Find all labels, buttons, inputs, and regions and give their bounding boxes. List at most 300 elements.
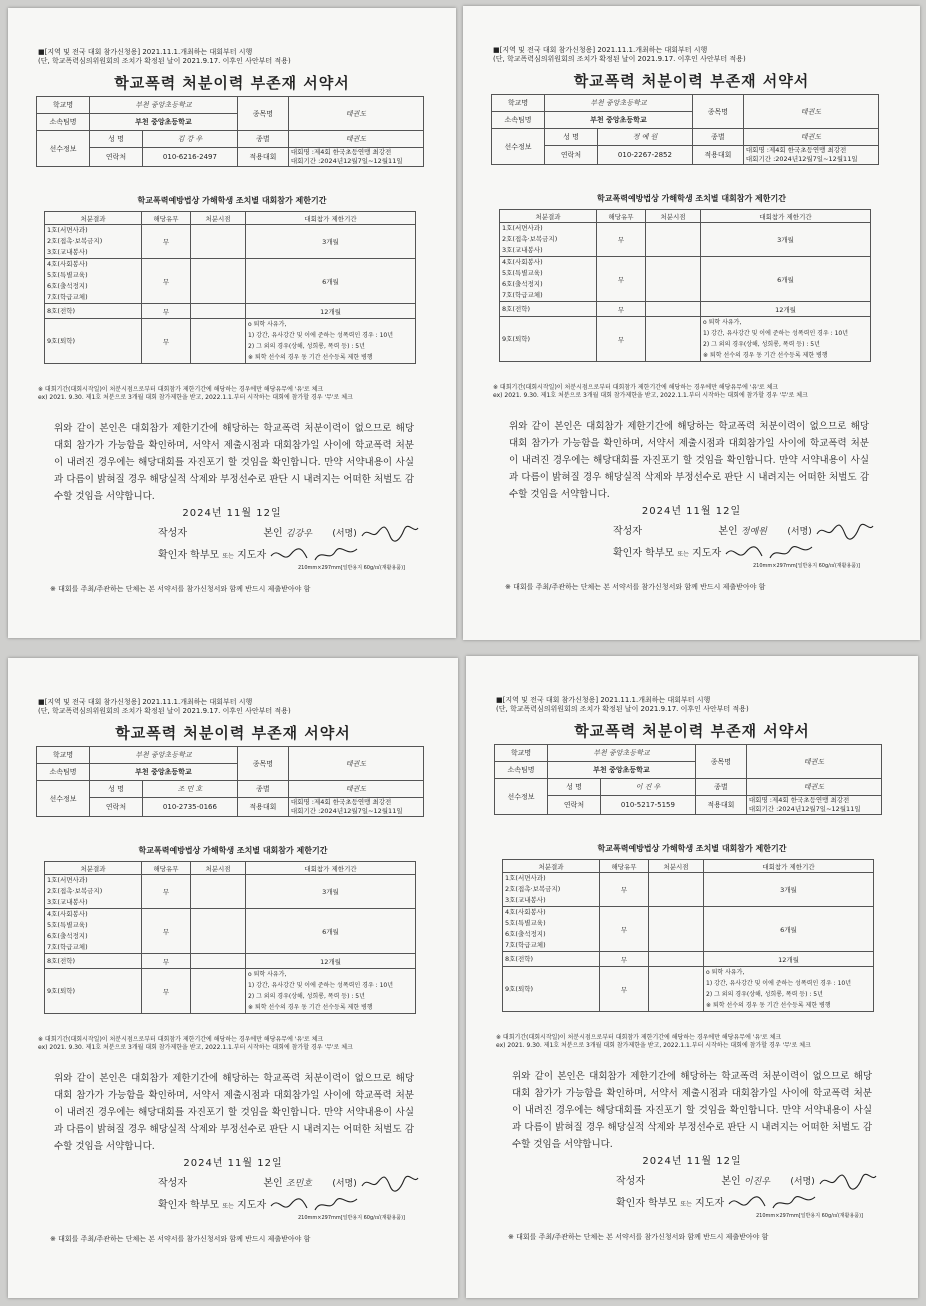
result-item: 1호(서면사과) — [505, 874, 546, 882]
pledge-date: 2024년 11월 12일 — [183, 1158, 283, 1169]
self-signature-name: 이진우 — [743, 1177, 770, 1187]
sanction-row-2 — [45, 909, 416, 954]
col-header-flag: 해당유무 — [142, 862, 191, 875]
period-line: 1) 강간, 유사강간 및 이에 준하는 성폭력인 경우 : 10년 — [703, 330, 849, 337]
sanction-row-3 — [45, 304, 416, 319]
competition-name: 대회명 :제4회 한국초등연맹 최강전 — [290, 798, 392, 806]
document-title: 학교폭력 처분이력 부존재 서약서 — [115, 724, 351, 742]
col-header-time: 처분시점 — [646, 210, 701, 223]
confirmer-line — [616, 1194, 817, 1212]
form-header — [38, 698, 291, 716]
info-table — [494, 744, 882, 815]
period-cell — [246, 319, 416, 364]
header-line-1: ■[지역 및 전국 대회 참가신청용] 2021.11.1.개최하는 대회부터 시행 — [496, 696, 711, 704]
info-table — [36, 746, 424, 817]
sanction-row-2 — [500, 257, 871, 302]
self-signature-name: 정예원 — [740, 527, 767, 537]
result-item: 1호(서면사과) — [47, 226, 88, 234]
pledge-text: 위와 같이 본인은 대회참가 제한기간에 해당하는 학교폭력 처분이력이 없으므로 해당 대회 참가가 가능함을 확인하며, 서약서 제출시점과 대회참가일 사이에 학교폭력 처분이 내려진 경우에는 해당대회를 자진포기 할 것임을 확인합니다. 만약 서약내용이 사실과 다름이 밝혀질 경우 해당실적 삭제와 부정선수로 판단 시 내려지는 어떠한 처벌도 감수할 것임을 서약합니다. — [512, 1071, 872, 1150]
result-cell — [503, 907, 600, 952]
period-line: ※ 퇴학 선수의 경우 동 기간 선수등록 제한 병행 — [248, 1004, 373, 1011]
team-label: 소속팀명 — [492, 112, 545, 129]
header-line-2: (단, 학교폭력심의위원회의 조치가 확정된 날이 2021.9.17. 이후인 사안부터 적용) — [38, 57, 291, 65]
result-item: 7호(학급교체) — [502, 291, 543, 299]
contact-label: 연락처 — [548, 796, 601, 815]
sanction-subtitle: 학교폭력예방법상 가해학생 조치별 대회참가 제한기간 — [138, 846, 328, 855]
name-value: 김 강 우 — [143, 131, 238, 148]
time-cell — [191, 954, 246, 969]
confirmer-label: 확인자 — [616, 1198, 645, 1209]
period-line: 2) 그 외의 경우(상해, 성희롱, 폭력 등) : 5년 — [703, 341, 820, 348]
self-label: 본인 — [263, 528, 283, 539]
header-line-1: ■[지역 및 전국 대회 참가신청용] 2021.11.1.개최하는 대회부터 시행 — [493, 46, 708, 54]
result-cell — [45, 259, 142, 304]
period-line: 1) 강간, 유사강간 및 이에 준하는 성폭력인 경우 : 10년 — [248, 982, 394, 989]
event-label: 종목명 — [237, 97, 288, 131]
sanction-row-3 — [503, 952, 874, 967]
time-cell — [649, 873, 704, 907]
footer-note: ※ 대회를 주최/주관하는 단체는 본 서약서를 참가신청서와 함께 반드시 제출받아야 함 — [508, 1233, 769, 1241]
sanction-row-2 — [45, 259, 416, 304]
flag-cell: 무 — [597, 257, 646, 302]
sanction-table — [499, 209, 871, 362]
result-cell — [45, 875, 142, 909]
competition-name: 대회명 :제4회 한국초등연맹 최강전 — [290, 148, 392, 156]
time-cell — [646, 317, 701, 362]
coach-signature-icon — [724, 544, 814, 562]
writer-label: 작성자 — [613, 526, 642, 537]
player-info-label: 선수정보 — [37, 131, 90, 167]
competition-cell — [288, 148, 423, 167]
confirmer-line — [158, 546, 359, 564]
sanction-table — [44, 211, 416, 364]
result-item: 4호(사회봉사) — [505, 908, 546, 916]
time-cell — [191, 875, 246, 909]
pledge-text: 위와 같이 본인은 대회참가 제한기간에 해당하는 학교폭력 처분이력이 없으므로 해당 대회 참가가 가능함을 확인하며, 서약서 제출시점과 대회참가일 사이에 학교폭력 처분이 내려진 경우에는 해당대회를 자진포기 할 것임을 확인합니다. 만약 서약내용이 사실과 다름이 밝혀질 경우 해당실적 삭제와 부정선수로 판단 시 내려지는 어떠한 처벌도 감수할 것임을 서약합니다. — [54, 423, 414, 502]
event-value: 태권도 — [746, 745, 881, 779]
period-line: 2) 그 외의 경우(상해, 성희롱, 폭력 등) : 5년 — [248, 993, 365, 1000]
sign-mark: (서명) — [332, 529, 357, 539]
flag-cell: 무 — [600, 873, 649, 907]
paper-size-note: 210mm×297mm[일반용지 60g/㎡(재활용품)] — [298, 565, 406, 571]
name-label: 성 명 — [548, 779, 601, 796]
col-header-time: 처분시점 — [649, 860, 704, 873]
period-line: 2) 그 외의 경우(상해, 성희롱, 폭력 등) : 5년 — [248, 343, 365, 350]
flag-cell: 무 — [142, 225, 191, 259]
col-header-result: 처분결과 — [503, 860, 600, 873]
footer-note: ※ 대회를 주최/주관하는 단체는 본 서약서를 참가신청서와 함께 반드시 제출받아야 함 — [50, 1235, 311, 1243]
sanction-row-4 — [500, 317, 871, 362]
sanction-table — [502, 859, 874, 1012]
name-label: 성 명 — [90, 131, 143, 148]
period-cell: 6개월 — [701, 257, 871, 302]
sanction-subtitle: 학교폭력예방법상 가해학생 조치별 대회참가 제한기간 — [597, 844, 787, 853]
guardian-label: 학부모 — [648, 1198, 678, 1209]
school-label: 학교명 — [495, 745, 548, 762]
pledge-sheet-1 — [8, 8, 456, 638]
note-line: ex) 2021. 9.30. 제1호 처분으로 3개월 대회 참가제한을 받고, 2022.1.1.부터 시작하는 대회에 참가할 경우 '무'로 체크 — [493, 392, 808, 399]
event-label: 종목명 — [237, 747, 288, 781]
result-item: 4호(사회봉사) — [47, 260, 88, 268]
result-cell — [500, 223, 597, 257]
period-cell: 3개월 — [704, 873, 874, 907]
period-cell — [704, 967, 874, 1012]
applied-comp-label: 적용대회 — [237, 798, 288, 817]
flag-cell: 무 — [600, 907, 649, 952]
result-item: 8호(전학) — [502, 304, 531, 313]
pledge-sheet-3 — [8, 658, 458, 1298]
contact-value: 010-2735-0166 — [143, 798, 238, 817]
col-header-period: 대회참가 제한기간 — [246, 862, 416, 875]
period-line: ※ 퇴학 선수의 경우 동 기간 선수등록 제한 병행 — [703, 352, 828, 359]
sanction-subtitle: 학교폭력예방법상 가해학생 조치별 대회참가 제한기간 — [597, 194, 786, 203]
pledge-text: 위와 같이 본인은 대회참가 제한기간에 해당하는 학교폭력 처분이력이 없으므로 해당 대회 참가가 가능함을 확인하며, 서약서 제출시점과 대회참가일 사이에 학교폭력 처분이 내려진 경우에는 해당대회를 자진포기 할 것임을 확인합니다. 만약 서약내용이 사실과 다름이 밝혀질 경우 해당실적 삭제와 부정선수로 판단 시 내려지는 어떠한 처벌도 감수할 것임을 서약합니다. — [54, 1073, 414, 1152]
result-item: 5호(특별교육) — [502, 269, 543, 277]
result-item: 5호(특별교육) — [505, 919, 546, 927]
period-cell: 3개월 — [246, 225, 416, 259]
applied-comp-label: 적용대회 — [237, 148, 288, 167]
result-cell — [45, 909, 142, 954]
period-cell — [701, 317, 871, 362]
flag-cell: 무 — [142, 969, 191, 1014]
applied-comp-label: 적용대회 — [695, 796, 746, 815]
sanction-row-2 — [503, 907, 874, 952]
applied-comp-label: 적용대회 — [692, 146, 743, 165]
competition-period: 대회기간 :2024년12월7일~12월11일 — [290, 807, 403, 815]
self-label: 본인 — [263, 1178, 283, 1189]
document-title: 학교폭력 처분이력 부존재 서약서 — [114, 74, 350, 92]
result-item: 9호(퇴학) — [47, 986, 76, 995]
result-cell — [503, 967, 600, 1012]
period-cell: 12개월 — [704, 952, 874, 967]
col-header-result: 처분결과 — [45, 212, 142, 225]
coach-label: 지도자 — [695, 1198, 725, 1209]
col-header-flag: 해당유무 — [597, 210, 646, 223]
contact-label: 연락처 — [545, 146, 598, 165]
school-label: 학교명 — [492, 95, 545, 112]
coach-label: 지도자 — [692, 548, 722, 559]
form-header — [493, 46, 746, 64]
time-cell — [649, 907, 704, 952]
result-cell — [500, 302, 597, 317]
flag-cell: 무 — [600, 967, 649, 1012]
event-label: 종목명 — [695, 745, 746, 779]
document-title: 학교폭력 처분이력 부존재 서약서 — [573, 72, 810, 90]
time-cell — [649, 967, 704, 1012]
info-table — [491, 94, 879, 165]
team-label: 소속팀명 — [37, 764, 90, 781]
time-cell — [191, 225, 246, 259]
flag-cell: 무 — [142, 259, 191, 304]
self-signature-name: 김강우 — [285, 529, 312, 539]
category-value: 태권도 — [743, 129, 878, 146]
col-header-flag: 해당유무 — [142, 212, 191, 225]
paper-size-note: 210mm×297mm[일반용지 60g/㎡(재활용품)] — [753, 563, 861, 569]
period-line: ※ 퇴학 선수의 경우 동 기간 선수등록 제한 병행 — [706, 1002, 831, 1009]
category-label: 종별 — [237, 131, 288, 148]
pledge-text: 위와 같이 본인은 대회참가 제한기간에 해당하는 학교폭력 처분이력이 없으므로 해당 대회 참가가 가능함을 확인하며, 서약서 제출시점과 대회참가일 사이에 학교폭력 처분이 내려진 경우에는 해당대회를 자진포기 할 것임을 확인합니다. 만약 서약내용이 사실과 다름이 밝혀질 경우 해당실적 삭제와 부정선수로 판단 시 내려지는 어떠한 처벌도 감수할 것임을 서약합니다. — [509, 421, 869, 500]
competition-name: 대회명 :제4회 한국초등연맹 최강전 — [748, 796, 850, 804]
signature-scribble-icon — [360, 1174, 420, 1192]
competition-cell — [288, 798, 423, 817]
col-header-period: 대회참가 제한기간 — [246, 212, 416, 225]
paper-size-note: 210mm×297mm[일반용지 60g/㎡(재활용품)] — [756, 1213, 864, 1219]
period-cell: 12개월 — [246, 954, 416, 969]
contact-label: 연락처 — [90, 148, 143, 167]
writer-label: 작성자 — [158, 528, 187, 539]
team-label: 소속팀명 — [37, 114, 90, 131]
result-item: 7호(학급교체) — [47, 293, 88, 301]
period-line: 1) 강간, 유사강간 및 이에 준하는 성폭력인 경우 : 10년 — [706, 980, 852, 987]
period-cell: 3개월 — [246, 875, 416, 909]
or-label: 또는 — [222, 1203, 234, 1210]
sanction-row-1 — [45, 875, 416, 909]
period-line: o 퇴학 사유가, — [248, 321, 287, 328]
school-value: 부천 중앙초등학교 — [545, 95, 693, 112]
writer-label: 작성자 — [616, 1176, 645, 1187]
result-item: 3호(교내봉사) — [505, 896, 546, 904]
flag-cell: 무 — [597, 223, 646, 257]
time-cell — [191, 909, 246, 954]
name-value: 이 진 우 — [601, 779, 696, 796]
period-cell: 6개월 — [246, 909, 416, 954]
result-item: 2호(접촉·보복금지) — [47, 887, 103, 895]
category-value: 태권도 — [288, 131, 423, 148]
period-cell: 12개월 — [701, 302, 871, 317]
event-value: 태권도 — [288, 747, 423, 781]
name-value: 정 예 원 — [598, 129, 693, 146]
school-label: 학교명 — [37, 747, 90, 764]
team-value: 부천 중앙초등학교 — [548, 762, 696, 779]
sanction-row-3 — [500, 302, 871, 317]
sanction-row-4 — [45, 319, 416, 364]
pledge-date: 2024년 11월 12일 — [641, 506, 742, 517]
result-cell — [45, 225, 142, 259]
event-value: 태권도 — [743, 95, 878, 129]
confirmer-label: 확인자 — [158, 550, 187, 561]
competition-period: 대회기간 :2024년12월7일~12월11일 — [290, 157, 403, 165]
time-cell — [191, 304, 246, 319]
time-cell — [649, 952, 704, 967]
category-label: 종별 — [692, 129, 743, 146]
period-cell: 6개월 — [704, 907, 874, 952]
time-cell — [191, 319, 246, 364]
guardian-label: 학부모 — [190, 550, 220, 561]
note-line: ※ 대회기간(대회시작일)이 처분시점으로부터 대회참가 제한기간에 해당하는 경우에만 해당유무에 '유'로 체크 — [38, 1036, 324, 1043]
category-value: 태권도 — [288, 781, 423, 798]
sanction-subtitle: 학교폭력예방법상 가해학생 조치별 대회참가 제한기간 — [137, 196, 327, 205]
sanction-row-3 — [45, 954, 416, 969]
header-line-2: (단, 학교폭력심의위원회의 조치가 확정된 날이 2021.9.17. 이후인 사안부터 적용) — [38, 707, 291, 715]
result-item: 6호(출석정지) — [47, 282, 88, 290]
sanction-row-4 — [45, 969, 416, 1014]
result-item: 3호(교내봉사) — [47, 248, 88, 256]
result-item: 2호(접촉·보복금지) — [47, 237, 103, 245]
col-header-time: 처분시점 — [191, 862, 246, 875]
time-cell — [191, 259, 246, 304]
result-cell — [503, 873, 600, 907]
period-line: o 퇴학 사유가, — [248, 971, 287, 978]
pledge-sheet-2 — [463, 6, 920, 640]
sanction-table — [44, 861, 416, 1014]
competition-period: 대회기간 :2024년12월7일~12월11일 — [745, 155, 858, 163]
result-item: 9호(퇴학) — [47, 336, 76, 345]
result-item: 2호(접촉·보복금지) — [505, 885, 561, 893]
confirmer-label: 확인자 — [158, 1200, 187, 1211]
period-cell: 6개월 — [246, 259, 416, 304]
writer-line — [616, 1172, 878, 1190]
competition-cell — [743, 146, 878, 165]
flag-cell: 무 — [142, 875, 191, 909]
contact-value: 010-5217-5159 — [601, 796, 696, 815]
signature-scribble-icon — [815, 522, 875, 540]
result-item: 5호(특별교육) — [47, 921, 88, 929]
writer-line — [613, 522, 875, 540]
contact-value: 010-2267-2852 — [598, 146, 693, 165]
name-label: 성 명 — [545, 129, 598, 146]
pledge-date: 2024년 11월 12일 — [182, 508, 282, 519]
time-cell — [646, 257, 701, 302]
sanction-row-1 — [503, 873, 874, 907]
time-cell — [646, 302, 701, 317]
category-value: 태권도 — [746, 779, 881, 796]
contact-value: 010-6216-2497 — [143, 148, 238, 167]
col-header-period: 대회참가 제한기간 — [704, 860, 874, 873]
info-table — [36, 96, 424, 167]
flag-cell: 무 — [142, 954, 191, 969]
result-item: 3호(교내봉사) — [47, 898, 88, 906]
writer-label: 작성자 — [158, 1178, 187, 1189]
result-item: 3호(교내봉사) — [502, 246, 543, 254]
document-title: 학교폭력 처분이력 부존재 서약서 — [574, 722, 810, 740]
result-cell — [45, 304, 142, 319]
paper-size-note: 210mm×297mm[일반용지 60g/㎡(재활용품)] — [298, 1215, 406, 1221]
result-cell — [45, 319, 142, 364]
signature-scribble-icon — [360, 524, 420, 542]
header-line-1: ■[지역 및 전국 대회 참가신청용] 2021.11.1.개최하는 대회부터 시행 — [38, 48, 253, 56]
coach-signature-icon — [727, 1194, 817, 1212]
sanction-row-1 — [500, 223, 871, 257]
header-line-2: (단, 학교폭력심의위원회의 조치가 확정된 날이 2021.9.17. 이후인 사안부터 적용) — [493, 55, 746, 63]
confirmer-line — [613, 544, 814, 562]
footer-note: ※ 대회를 주최/주관하는 단체는 본 서약서를 참가신청서와 함께 반드시 제출받아야 함 — [50, 585, 311, 593]
self-signature-name: 조민호 — [285, 1179, 312, 1189]
writer-line — [158, 524, 420, 542]
form-header — [38, 48, 291, 66]
note-line: ex) 2021. 9.30. 제1호 처분으로 3개월 대회 참가제한을 받고, 2022.1.1.부터 시작하는 대회에 참가할 경우 '무'로 체크 — [38, 1044, 353, 1051]
time-cell — [646, 223, 701, 257]
result-item: 6호(출석정지) — [502, 280, 543, 288]
team-label: 소속팀명 — [495, 762, 548, 779]
coach-signature-icon — [269, 1196, 359, 1214]
contact-label: 연락처 — [90, 798, 143, 817]
team-value: 부천 중앙초등학교 — [90, 764, 238, 781]
result-cell — [500, 317, 597, 362]
guardian-label: 학부모 — [190, 1200, 220, 1211]
form-header — [496, 696, 749, 714]
result-cell — [503, 952, 600, 967]
result-item: 8호(전학) — [47, 956, 76, 965]
result-item: 1호(서면사과) — [502, 224, 543, 232]
result-item: 8호(전학) — [505, 954, 534, 963]
sanction-row-1 — [45, 225, 416, 259]
result-item: 6호(출석정지) — [47, 932, 88, 940]
school-value: 부천 중앙초등학교 — [90, 97, 238, 114]
note-line: ※ 대회기간(대회시작일)이 처분시점으로부터 대회참가 제한기간에 해당하는 경우에만 해당유무에 '유'로 체크 — [38, 386, 324, 393]
school-label: 학교명 — [37, 97, 90, 114]
period-cell: 3개월 — [701, 223, 871, 257]
flag-cell: 무 — [597, 317, 646, 362]
sanction-row-4 — [503, 967, 874, 1012]
event-value: 태권도 — [288, 97, 423, 131]
confirmer-line — [158, 1196, 359, 1214]
result-item: 9호(퇴학) — [505, 984, 534, 993]
note — [493, 384, 883, 400]
pledge-sheet-4 — [466, 656, 918, 1298]
competition-name: 대회명 :제4회 한국초등연맹 최강전 — [745, 146, 847, 154]
footer-note: ※ 대회를 주최/주관하는 단체는 본 서약서를 참가신청서와 함께 반드시 제출받아야 함 — [505, 583, 766, 591]
competition-cell — [746, 796, 881, 815]
period-line: 1) 강간, 유사강간 및 이에 준하는 성폭력인 경우 : 10년 — [248, 332, 394, 339]
header-line-1: ■[지역 및 전국 대회 참가신청용] 2021.11.1.개최하는 대회부터 시행 — [38, 698, 253, 706]
school-value: 부천 중앙초등학교 — [548, 745, 696, 762]
col-header-flag: 해당유무 — [600, 860, 649, 873]
result-item: 4호(사회봉사) — [502, 258, 543, 266]
team-value: 부천 중앙초등학교 — [90, 114, 238, 131]
sign-mark: (서명) — [790, 1177, 815, 1187]
pledge-date: 2024년 11월 12일 — [642, 1156, 742, 1167]
time-cell — [191, 969, 246, 1014]
period-line: o 퇴학 사유가, — [703, 319, 742, 326]
self-label: 본인 — [718, 526, 738, 537]
flag-cell: 무 — [600, 952, 649, 967]
flag-cell: 무 — [142, 304, 191, 319]
team-value: 부천 중앙초등학교 — [545, 112, 693, 129]
school-value: 부천 중앙초등학교 — [90, 747, 238, 764]
result-cell — [45, 954, 142, 969]
col-header-result: 처분결과 — [500, 210, 597, 223]
col-header-period: 대회참가 제한기간 — [701, 210, 871, 223]
note — [38, 386, 428, 402]
period-cell — [246, 969, 416, 1014]
note-line: ※ 대회기간(대회시작일)이 처분시점으로부터 대회참가 제한기간에 해당하는 경우에만 해당유무에 '유'로 체크 — [493, 384, 779, 391]
guardian-label: 학부모 — [645, 548, 675, 559]
result-item: 5호(특별교육) — [47, 271, 88, 279]
note-line: ※ 대회기간(대회시작일)이 처분시점으로부터 대회참가 제한기간에 해당하는 경우에만 해당유무에 '유'로 체크 — [496, 1034, 782, 1041]
period-cell: 12개월 — [246, 304, 416, 319]
category-label: 종별 — [237, 781, 288, 798]
result-item: 9호(퇴학) — [502, 334, 531, 343]
sign-mark: (서명) — [332, 1179, 357, 1189]
flag-cell: 무 — [142, 909, 191, 954]
player-info-label: 선수정보 — [492, 129, 545, 165]
col-header-result: 처분결과 — [45, 862, 142, 875]
competition-period: 대회기간 :2024년12월7일~12월11일 — [748, 805, 861, 813]
col-header-time: 처분시점 — [191, 212, 246, 225]
result-cell — [500, 257, 597, 302]
flag-cell: 무 — [597, 302, 646, 317]
result-item: 1호(서면사과) — [47, 876, 88, 884]
coach-signature-icon — [269, 546, 359, 564]
period-line: ※ 퇴학 선수의 경우 동 기간 선수등록 제한 병행 — [248, 354, 373, 361]
result-item: 7호(학급교체) — [47, 943, 88, 951]
sign-mark: (서명) — [787, 527, 812, 537]
result-item: 7호(학급교체) — [505, 941, 546, 949]
writer-line — [158, 1174, 420, 1192]
result-item: 6호(출석정지) — [505, 930, 546, 938]
result-item: 2호(접촉·보복금지) — [502, 235, 558, 243]
result-item: 8호(전학) — [47, 306, 76, 315]
